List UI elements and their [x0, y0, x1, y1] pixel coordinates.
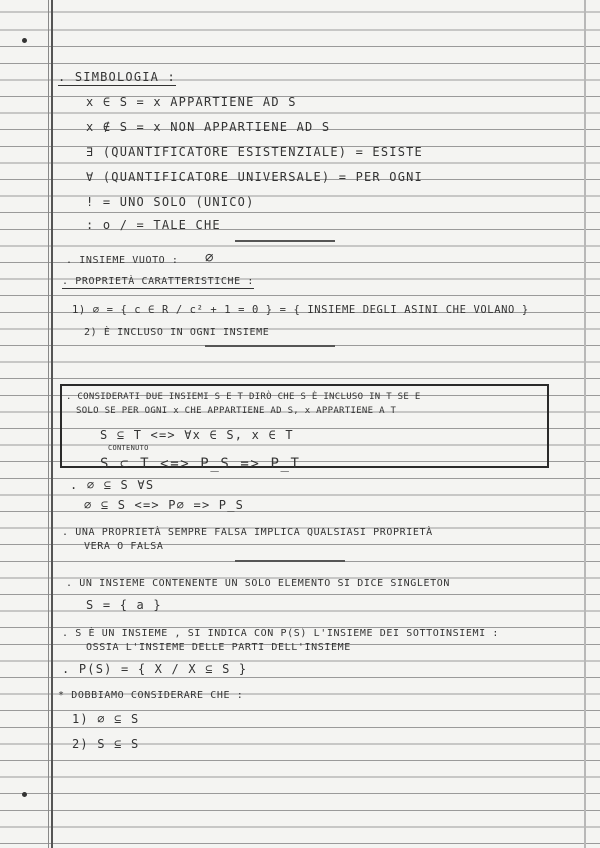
- box-formula-properties: S ⊂ T <=> P_S => P_T: [100, 456, 301, 472]
- symbol-line-belongs: x ∈ S = x APPARTIENE AD S: [86, 95, 297, 109]
- false-property-line1: . UNA PROPRIETÀ SEMPRE FALSA IMPLICA QUALSIASI PROPRIETÀ: [62, 527, 433, 538]
- separator-dash: [235, 240, 335, 242]
- box-definition-line2: SOLO SE PER OGNI x CHE APPARTIENE AD S, x APPARTIENE A T: [76, 406, 397, 416]
- heading-simbologia: . SIMBOLOGIA :: [58, 70, 176, 84]
- consider-item-2: 2) S ⊆ S: [72, 737, 140, 751]
- box-formula-inclusion: S ⊆ T <=> ∀x ∈ S, x ∈ T: [100, 428, 294, 442]
- margin-line: [51, 0, 53, 848]
- box-definition-line1: . CONSIDERATI DUE INSIEMI S E T DIRÒ CHE S È INCLUSO IN T SE E: [66, 392, 421, 402]
- separator-dash: [235, 560, 345, 562]
- symbol-line-such-that: : o / = TALE CHE: [86, 218, 221, 232]
- heading-insieme-vuoto: . INSIEME VUOTO :: [66, 255, 179, 266]
- empty-subset-all: . ∅ ⊆ S ∀S: [70, 478, 155, 492]
- power-set-formula: . P(S) = { X / X ⊆ S }: [62, 662, 248, 676]
- singleton-definition: . UN INSIEME CONTENENTE UN SOLO ELEMENTO SI DICE SINGLETON: [66, 578, 450, 589]
- punch-hole: [22, 38, 27, 43]
- empty-subset-implication: ∅ ⊆ S <=> P∅ => P_S: [84, 498, 245, 512]
- power-set-line1: . S È UN INSIEME , SI INDICA CON P(S) L'INSIEME DEI SOTTOINSIEMI :: [62, 628, 499, 639]
- property-2: 2) È INCLUSO IN OGNI INSIEME: [84, 327, 270, 338]
- symbol-line-unique: ! = UNO SOLO (UNICO): [86, 195, 255, 209]
- false-property-line2: VERA O FALSA: [84, 541, 164, 552]
- separator-dash: [205, 345, 335, 347]
- singleton-example: S = { a }: [86, 598, 162, 612]
- symbol-line-not-belongs: x ∉ S = x NON APPARTIENE AD S: [86, 120, 331, 134]
- symbol-line-forall: ∀ (QUANTIFICATORE UNIVERSALE) = PER OGNI: [86, 170, 423, 184]
- empty-set-symbol: ∅: [205, 250, 216, 266]
- heading-proprieta: . PROPRIETÀ CARATTERISTICHE :: [62, 276, 254, 287]
- symbol-line-exists: ∃ (QUANTIFICATORE ESISTENZIALE) = ESISTE: [86, 145, 423, 159]
- consider-heading: * DOBBIAMO CONSIDERARE CHE :: [58, 690, 244, 701]
- box-label-contenuto: CONTENUTO: [108, 444, 149, 452]
- power-set-line2: OSSIA L'INSIEME DELLE PARTI DELL'INSIEME: [86, 642, 351, 653]
- punch-hole: [22, 792, 27, 797]
- consider-item-1: 1) ∅ ⊆ S: [72, 712, 140, 726]
- page-right-edge: [584, 0, 586, 848]
- property-1: 1) ∅ = { c ∈ R / c² + 1 = 0 } = { INSIEME DEGLI ASINI CHE VOLANO }: [72, 304, 529, 316]
- margin-line-inner: [48, 0, 49, 848]
